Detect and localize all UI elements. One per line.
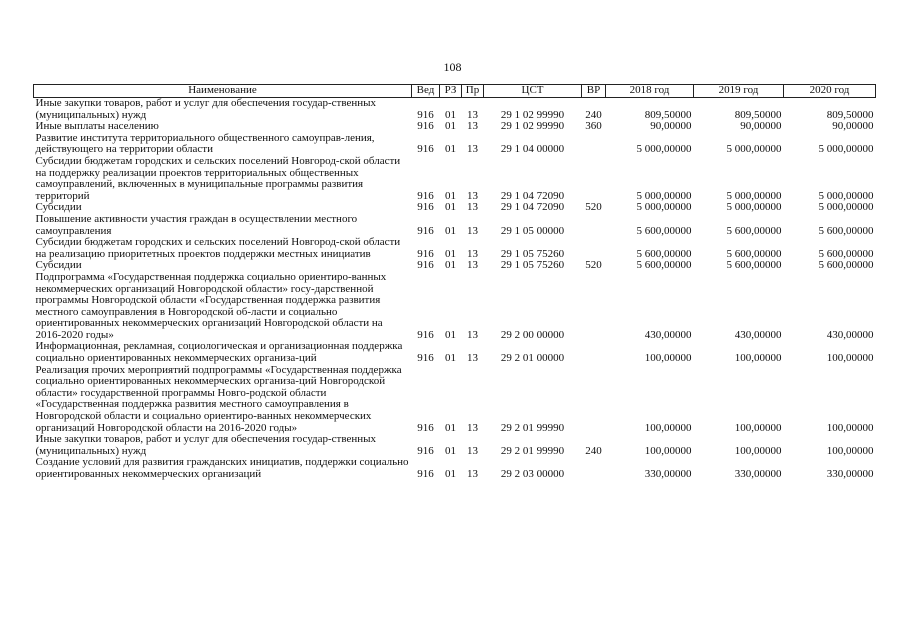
cell-2020: 100,00000 <box>826 352 874 365</box>
table-body <box>34 98 876 481</box>
cell-name: Повышение активности участия граждан в осуществлении местного самоуправления <box>35 212 358 237</box>
cell-rz: 01 <box>445 108 456 121</box>
cell-ved: 916 <box>417 328 434 341</box>
cell-vr: 240 <box>585 108 602 121</box>
cell-ved: 916 <box>417 189 434 202</box>
cell-cst: 29 2 01 99990 <box>500 444 565 457</box>
cell-2020: 5 600,00000 <box>818 224 874 237</box>
table-row <box>34 434 876 457</box>
cell-2019: 430,00000 <box>734 328 782 341</box>
table-header-row <box>34 85 876 98</box>
cell-2019: 330,00000 <box>734 468 782 480</box>
cell-cst: 29 2 03 00000 <box>500 468 565 480</box>
cell-vr <box>582 156 606 202</box>
cell-2019: 100,00000 <box>734 352 782 365</box>
cell-vr: 520 <box>585 259 602 272</box>
cell-cst: 29 2 01 00000 <box>500 352 565 365</box>
cell-2019: 100,00000 <box>734 444 782 457</box>
cell-cst: 29 1 04 00000 <box>500 143 565 156</box>
cell-vr <box>582 341 606 364</box>
cell-name: Субсидии <box>35 259 82 272</box>
cell-2018: 5 600,00000 <box>636 224 692 237</box>
table-row <box>34 214 876 237</box>
cell-2020: 5 600,00000 <box>818 259 874 272</box>
cell-2018: 809,50000 <box>644 108 692 121</box>
table-row <box>34 365 876 435</box>
table-row <box>34 98 876 122</box>
cell-2019: 5 600,00000 <box>726 224 782 237</box>
cell-ved: 916 <box>417 120 434 133</box>
cell-2018: 330,00000 <box>644 468 692 480</box>
cell-vr <box>582 133 606 156</box>
cell-2019: 809,50000 <box>734 108 782 121</box>
cell-ved: 916 <box>417 201 434 214</box>
cell-rz: 01 <box>445 224 456 237</box>
cell-ved: 916 <box>417 247 434 260</box>
cell-pr: 13 <box>467 352 478 365</box>
header-2019: 2019 год <box>694 85 784 98</box>
table-row <box>34 341 876 364</box>
cell-2018: 90,00000 <box>650 120 692 133</box>
cell-ved: 916 <box>417 108 434 121</box>
cell-rz: 01 <box>445 189 456 202</box>
cell-2020: 100,00000 <box>826 444 874 457</box>
cell-cst: 29 2 01 99990 <box>500 421 565 434</box>
cell-pr: 13 <box>467 468 478 480</box>
cell-rz: 01 <box>445 201 456 214</box>
cell-vr <box>582 237 606 260</box>
cell-vr <box>582 214 606 237</box>
cell-cst: 29 1 05 75260 <box>500 259 565 272</box>
cell-cst: 29 1 04 72090 <box>500 201 565 214</box>
cell-cst: 29 1 02 99990 <box>500 120 565 133</box>
cell-name: Информационная, рекламная, социологическая и организационная поддержка социально ориентированных некоммерческих организа-ций <box>35 340 403 365</box>
table-row <box>34 272 876 342</box>
cell-rz: 01 <box>445 444 456 457</box>
cell-2020: 809,50000 <box>826 108 874 121</box>
cell-name: Субсидии бюджетам городских и сельских поселений Новгород-ской области на реализацию приоритетных проектов поддержки местных инициатив <box>35 236 401 260</box>
cell-name: Субсидии <box>35 201 82 214</box>
cell-2019: 5 600,00000 <box>726 259 782 272</box>
cell-2018: 430,00000 <box>644 328 692 341</box>
cell-2020: 100,00000 <box>826 421 874 434</box>
cell-cst: 29 2 00 00000 <box>500 328 565 341</box>
cell-2018: 5 600,00000 <box>636 247 692 260</box>
cell-2020: 330,00000 <box>826 468 874 480</box>
cell-name: Реализация прочих мероприятий подпрограммы «Государственная поддержка социально ориентированных некоммерческих организа-ций Новгородской области» государственной программы Новго-родской области «Государственная поддержка развития местного самоуправления в Новгородской области и социально ориентиро-ванных некоммерческих организаций Новгородской области на 2016-2020 годы» <box>35 363 402 434</box>
cell-ved: 916 <box>417 421 434 434</box>
cell-name: Создание условий для развития гражданских инициатив, поддержки социально ориентированных некоммерческих организаций <box>35 456 409 480</box>
cell-2020: 90,00000 <box>832 120 874 133</box>
cell-2020: 5 000,00000 <box>818 189 874 202</box>
cell-name: Развитие института территориального общественного самоуправ-ления, действующего на территории области <box>35 131 375 156</box>
cell-2019: 5 000,00000 <box>726 143 782 156</box>
cell-vr <box>582 365 606 435</box>
cell-ved: 916 <box>417 259 434 272</box>
cell-name: Иные закупки товаров, работ и услуг для обеспечения государ-ственных (муниципальных) нужд <box>35 433 377 457</box>
cell-2018: 100,00000 <box>644 352 692 365</box>
cell-2020: 5 000,00000 <box>818 143 874 156</box>
cell-pr: 13 <box>467 120 478 133</box>
cell-name: Субсидии бюджетам городских и сельских поселений Новгород-ской области на поддержку реализации проектов территориальных общественных самоуправлений, включенных в муниципальные программы развития территорий <box>35 154 401 202</box>
cell-pr: 13 <box>467 143 478 156</box>
cell-ved: 916 <box>417 143 434 156</box>
cell-rz: 01 <box>445 352 456 365</box>
header-ved: Вед <box>412 85 440 98</box>
cell-2018: 100,00000 <box>644 421 692 434</box>
cell-ved: 916 <box>417 352 434 365</box>
cell-cst: 29 1 05 00000 <box>500 224 565 237</box>
cell-rz: 01 <box>445 120 456 133</box>
header-2020: 2020 год <box>784 85 876 98</box>
cell-rz: 01 <box>445 421 456 434</box>
cell-pr: 13 <box>467 421 478 434</box>
cell-2020: 5 600,00000 <box>818 247 874 260</box>
cell-ved: 916 <box>417 444 434 457</box>
header-vr: ВР <box>582 85 606 98</box>
cell-vr <box>582 272 606 342</box>
cell-ved: 916 <box>417 468 434 480</box>
cell-vr: 240 <box>585 444 602 457</box>
cell-2018: 5 600,00000 <box>636 259 692 272</box>
cell-2018: 5 000,00000 <box>636 143 692 156</box>
header-pr: Пр <box>462 85 484 98</box>
cell-pr: 13 <box>467 189 478 202</box>
cell-name: Иные закупки товаров, работ и услуг для обеспечения государ-ственных (муниципальных) нужд <box>35 97 377 121</box>
page-number: 108 <box>443 60 462 74</box>
cell-pr: 13 <box>467 201 478 214</box>
cell-vr: 360 <box>585 120 602 133</box>
cell-name: Подпрограмма «Государственная поддержка социально ориентиро-ванных некоммерческих организаций Новгородской области» госу-дарственной программы Новгородской области «Государственная поддержка развития местного самоуправления в Новгородской об-ласти и социально ориентированных некоммерческих организаций Новгородской области на 2016-2020 годы» <box>35 270 387 341</box>
header-2018: 2018 год <box>606 85 694 98</box>
cell-name: Иные выплаты населению <box>35 120 159 133</box>
table-row <box>34 457 876 480</box>
cell-rz: 01 <box>445 143 456 156</box>
cell-pr: 13 <box>467 328 478 341</box>
cell-ved: 916 <box>417 224 434 237</box>
cell-2019: 90,00000 <box>740 120 782 133</box>
cell-2019: 5 000,00000 <box>726 189 782 202</box>
cell-cst: 29 1 05 75260 <box>500 247 565 260</box>
cell-2019: 5 000,00000 <box>726 201 782 214</box>
cell-2020: 430,00000 <box>826 328 874 341</box>
header-cst: ЦСТ <box>484 85 582 98</box>
cell-rz: 01 <box>445 259 456 272</box>
cell-vr <box>582 457 606 480</box>
table-row <box>34 156 876 202</box>
cell-vr: 520 <box>585 201 602 214</box>
cell-2020: 5 000,00000 <box>818 201 874 214</box>
cell-2019: 100,00000 <box>734 421 782 434</box>
budget-table <box>33 84 876 481</box>
cell-rz: 01 <box>445 328 456 341</box>
cell-2018: 100,00000 <box>644 444 692 457</box>
cell-pr: 13 <box>467 444 478 457</box>
cell-2018: 5 000,00000 <box>636 201 692 214</box>
cell-cst: 29 1 04 72090 <box>500 189 565 202</box>
cell-rz: 01 <box>445 247 456 260</box>
header-name: Наименование <box>34 85 412 98</box>
table-row <box>34 133 876 156</box>
table-row <box>34 237 876 260</box>
cell-pr: 13 <box>467 259 478 272</box>
header-rz: РЗ <box>440 85 462 98</box>
cell-2018: 5 000,00000 <box>636 189 692 202</box>
cell-pr: 13 <box>467 247 478 260</box>
cell-rz: 01 <box>445 468 456 480</box>
cell-pr: 13 <box>467 224 478 237</box>
cell-pr: 13 <box>467 108 478 121</box>
cell-cst: 29 1 02 99990 <box>500 108 565 121</box>
cell-2019: 5 600,00000 <box>726 247 782 260</box>
